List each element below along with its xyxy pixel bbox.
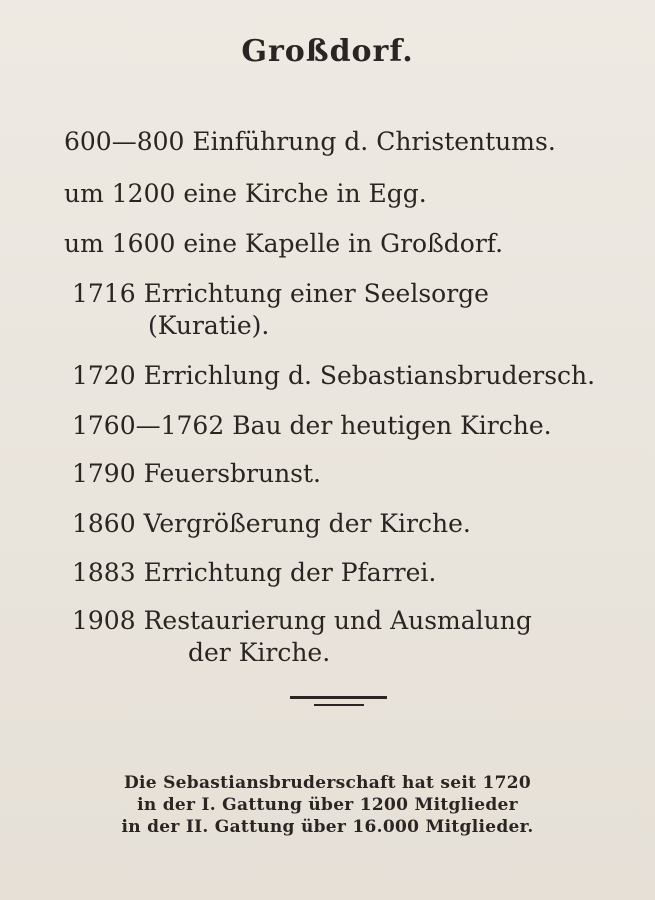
entry-year: 1883 xyxy=(72,558,136,587)
timeline-entry xyxy=(72,458,642,490)
entry-text: Errichlung d. Sebastiansbrudersch. xyxy=(143,361,596,390)
entry-text: Bau der heutigen Kirche. xyxy=(232,411,552,440)
timeline-entry xyxy=(72,557,642,589)
entry-text: Einführung d. Christentums. xyxy=(192,127,556,156)
timeline-entry xyxy=(72,508,642,540)
page-title: Großdorf. xyxy=(241,34,414,69)
entry-text: Feuersbrunst. xyxy=(143,459,322,488)
entry-year: 1716 xyxy=(72,279,136,308)
footnote xyxy=(0,772,655,838)
entry-year: 1860 xyxy=(72,509,136,538)
divider-rule-short xyxy=(314,704,364,706)
entry-year: 1908 xyxy=(72,606,136,635)
entry-text: eine Kirche in Egg. xyxy=(183,179,427,208)
entry-year: 1760—1762 xyxy=(72,411,225,440)
timeline-entry xyxy=(64,178,634,210)
timeline-entry xyxy=(72,360,642,392)
timeline-entry xyxy=(72,278,642,342)
entry-year: 1720 xyxy=(72,361,136,390)
entry-text: Errichtung der Pfarrei. xyxy=(143,558,437,587)
entry-text: Restaurierung und Ausmalung xyxy=(143,606,532,635)
entry-text: Errichtung einer Seelsorge xyxy=(143,279,489,308)
timeline-entry xyxy=(72,410,642,442)
footnote-line: Die Sebastiansbruderschaft hat seit 1720 xyxy=(123,773,532,793)
footnote-line: in der I. Gattung über 1200 Mitglieder xyxy=(137,795,518,815)
timeline-entry xyxy=(64,126,634,158)
entry-text: Vergrößerung der Kirche. xyxy=(143,509,471,538)
timeline-entry xyxy=(64,228,634,260)
entry-year: um 1600 xyxy=(64,229,176,258)
timeline-entry xyxy=(72,605,642,669)
entry-continuation: (Kuratie). xyxy=(148,311,270,340)
entry-continuation: der Kirche. xyxy=(188,638,331,667)
footnote-line: in der II. Gattung über 16.000 Mitglieder. xyxy=(121,817,534,837)
entry-year: 1790 xyxy=(72,459,136,488)
entry-text: eine Kapelle in Großdorf. xyxy=(183,229,504,258)
entry-year: um 1200 xyxy=(64,179,176,208)
divider-rule xyxy=(290,696,387,699)
entry-year: 600—800 xyxy=(64,127,185,156)
